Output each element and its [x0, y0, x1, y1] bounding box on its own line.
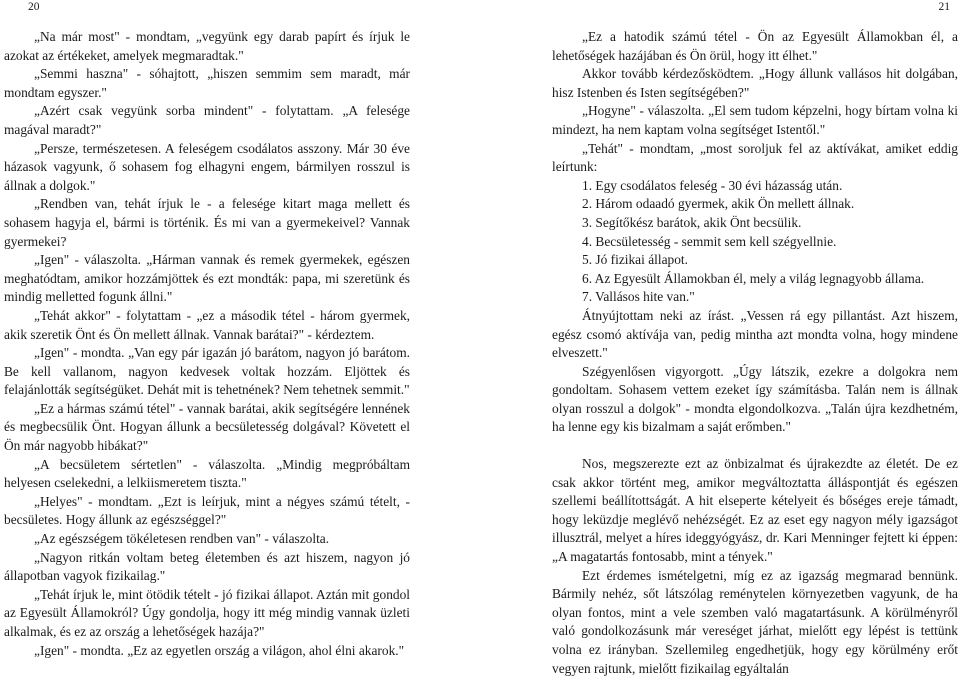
list-item: 1. Egy csodálatos feleség - 30 évi házasság után. [582, 177, 843, 193]
page-number-right: 21 [938, 1, 950, 13]
paragraph: „Semmi haszna" - sóhajtott, „hiszen semmim sem maradt, már mondtam egyszer." [4, 66, 410, 100]
paragraph: „Tehát írjuk le, mint ötödik tételt - jó fizikai állapot. Aztán mit gondol az Egyesült Államokról? Úgy gondolja, hogy itt még mindig vannak üzleti alkalmak, és ez az ország a lehetőségek hazája?" [4, 586, 410, 639]
paragraph: Akkor tovább kérdezősködtem. „Hogy állunk vallásos hit dolgában, hisz Istenben és Isten segítségében?" [552, 66, 958, 100]
paragraph: „Azért csak vegyünk sorba mindent" - folytattam. „A felesége magával maradt?" [4, 103, 410, 137]
paragraph: Szégyenlősen vigyorgott. „Úgy látszik, ezekre a dolgokra nem gondoltam. Sohasem vettem ezeket így számításba. Talán nem is állnak olyan rosszul a dolgok" - mondta elgondolkozva. „Talán újra kezdhetném, ha lenne egy kis bizalmam a saját erőmben." [552, 363, 958, 435]
list-item: 7. Vallásos hite van." [582, 289, 695, 305]
list-item: 3. Segítőkész barátok, akik Önt becsülik. [582, 214, 802, 230]
paragraph: „Az egészségem tökéletesen rendben van" - válaszolta. [34, 531, 330, 547]
paragraph: „Na már most" - mondtam, „vegyünk egy darab papírt és írjuk le azokat az értékeket, amelyek megmaradtak." [4, 29, 410, 63]
paragraph: Nos, megszerezte ezt az önbizalmat és újrakezdte az életét. De ez csak akkor történt meg, amikor megváltoztatta álláspontját és egészen szellemi beállítottságát. A hit elseperte kételyeit és bőséges ereje támadt, hogy leküzdje meglévő nehézségét. Ez az eset egy nagyon mély igazságot illusztrál, melyet a híres ideggyógyász, dr. Kari Menninger fejtett ki éppen: „A magatartás fontosabb, mint a tények." [552, 456, 958, 565]
paragraph: „A becsületem sértetlen" - válaszolta. „Mindig megpróbáltam helyesen cselekedni, a lelkiismeretem tiszta." [4, 456, 410, 491]
list-item: 5. Jó fizikai állapot. [582, 252, 688, 268]
right-page-text [552, 28, 958, 678]
paragraph: „Igen" - mondta. „Ez az egyetlen ország a világon, ahol élni akarok." [34, 642, 405, 658]
paragraph: Ezt érdemes ismételgetni, míg ez az igazság megmarad bennünk. Bármily nehéz, sőt látszólag reménytelen környezetben vagyunk, de ha olyan fontos, mint a vele szemben való magatartásunk. A körülményről való gondolkozásunk már vereséget járhat, mielőtt egy lépést is tettünk volna ez irányban. Szellemileg engedhetjük, hogy egy körülmény erőt vegyen rajtunk, mielőtt fizikailag egyáltalán [552, 567, 958, 676]
paragraph: „Ez a hármas számú tétel" - vannak barátai, akik segítségére lennének és megbecsülik Önt. Hogyan állunk a becsületesség dolgával? Követett el Ön már nagyobb hibákat?" [4, 400, 410, 454]
list-item: 2. Három odaadó gyermek, akik Ön mellett állnak. [582, 196, 855, 212]
paragraph: „Persze, természetesen. A feleségem csodálatos asszony. Már 30 éve házasok vagyunk, ő sohasem fog elhagyni engem, bármilyen rosszul is állnak a dolgok." [4, 140, 410, 193]
paragraph: „Hogyne" - válaszolta. „El sem tudom képzelni, hogy bírtam volna ki mindezt, ha nem kaptam volna segítséget Istentől." [552, 103, 958, 137]
paragraph: „Helyes" - mondtam. „Ezt is leírjuk, mint a négyes számú tételt, - becsületes. Hogy állunk az egészséggel?" [4, 493, 410, 528]
paragraph: „Ez a hatodik számú tétel - Ön az Egyesült Államokban él, a lehetőségek hazájában és Ön örül, hogy itt élhet." [552, 29, 958, 63]
assets-list [552, 177, 958, 307]
paragraph: „Igen" - mondta. „Van egy pár igazán jó barátom, nagyon jó barátom. Be kell vallanom, nagyon kedvesek voltak hozzám. Eljöttek és felajánlották segítségüket. Dehát mit is tehetnének? Nem tehetnek semmit." [4, 345, 410, 398]
paragraph: „Nagyon ritkán voltam beteg életemben és azt hiszem, nagyon jó állapotban vagyok fizikailag." [4, 549, 410, 584]
paragraph: Átnyújtottam neki az írást. „Vessen rá egy pillantást. Azt hiszem, egész csomó aktívája van, pedig mintha azt mondta volna, hogy mindene elveszett." [552, 307, 958, 361]
page-number-left: 20 [28, 1, 40, 13]
list-item: 4. Becsületesség - semmit sem kell szégyellnie. [582, 233, 837, 249]
paragraph: „Rendben van, tehát írjuk le - a felesége kitart maga mellett és sohasem hagyja el, bármi is történik. És mi van a gyermekeivel? Vannak gyermekei? [4, 196, 410, 249]
list-item: 6. Az Egyesült Államokban él, mely a világ legnagyobb állama. [582, 270, 925, 286]
left-page-text [4, 28, 410, 660]
paragraph: „Tehát" - mondtam, „most soroljuk fel az aktívákat, amiket eddig leírtunk: [552, 140, 958, 175]
paragraph: „Tehát akkor" - folytattam - „ez a második tétel - három gyermek, akik szeretik Önt és Ön mellett állnak. Vannak barátai?" - kérdeztem. [4, 307, 410, 342]
paragraph: „Igen" - válaszolta. „Hárman vannak és remek gyermekek, egészen meghatódtam, amikor hozzámjöttek és ezt mondták: papa, mi szeretünk és mindig melletted fogunk állni." [4, 252, 410, 305]
